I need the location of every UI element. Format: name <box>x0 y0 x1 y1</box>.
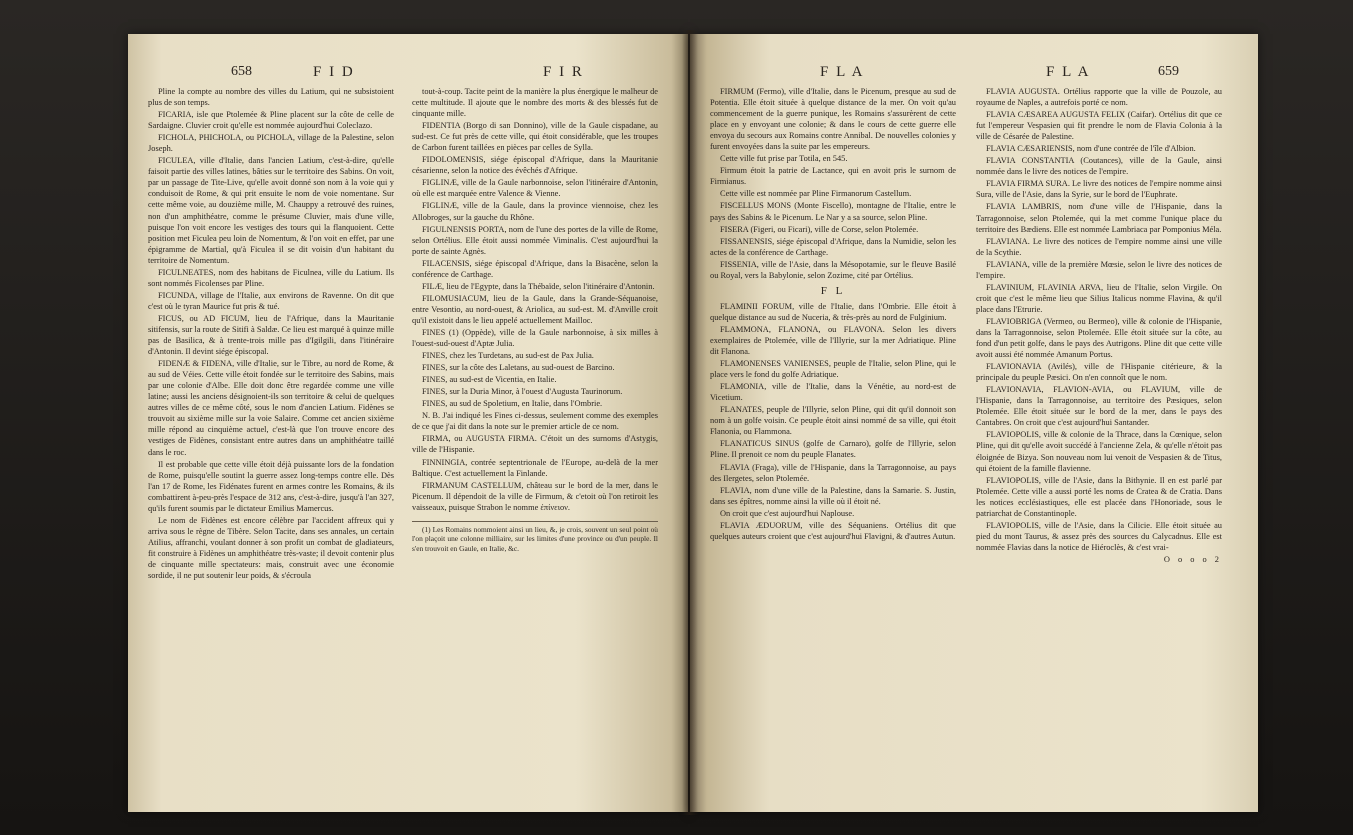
entry-paragraph: FLAVIA CÆSAREA AUGUSTA FELIX (Caifar). Ortélius dit que ce fut l'empereur Vespasien qui fit prendre le nom de Flavia Colonia à la ville de Césarée de Palestine. <box>976 110 1222 142</box>
right-page-column-2 <box>976 86 1222 566</box>
entry-paragraph: FILÆ, lieu de l'Egypte, dans la Thébaïde, selon l'itinéraire d'Antonin. <box>422 281 655 291</box>
entry-paragraph: FLAVIOPOLIS, ville & colonie de la Thrace, dans la Cœnique, selon Pline, qui dit qu'elle avoit succédé à l'ancienne Zela, & qu'elle n'étoit pas éloignée de Bizya. Son nouveau nom lui venoit de Vespasien & de Titus, qui étoient de la famille flavienne. <box>976 430 1222 473</box>
book-gutter <box>682 30 698 815</box>
right-page-header <box>690 64 1258 86</box>
section-heading: F L <box>820 284 846 297</box>
entry-paragraph: FLAMONENSES VANIENSES, peuple de l'Italie, selon Pline, qui le place vers le fond du golfe Adriatique. <box>710 359 956 380</box>
entry-paragraph: FLAVINIUM, FLAVINIA ARVA, lieu de l'Italie, selon Virgile. On croit que c'est le même lieu que Silius Italicus nomme Flavina, & qu'il place dans l'Etrurie. <box>976 282 1222 314</box>
entry-paragraph: FLAVIA (Fraga), ville de l'Hispanie, dans la Tarragonnoise, au pays des Ilergetes, selon Ptolemée. <box>710 462 956 483</box>
entry-paragraph: FISERA (Figeri, ou Ficari), ville de Corse, selon Ptolemée. <box>720 224 919 234</box>
entry-paragraph: FIRMA, ou AUGUSTA FIRMA. C'étoit un des surnoms d'Astygis, ville de l'Hispanie. <box>412 434 658 455</box>
entry-paragraph: On croit que c'est aujourd'hui Naplouse. <box>720 508 855 518</box>
entry-paragraph: FLAVIA ÆDUORUM, ville des Séquaniens. Ortélius dit que quelques auteurs croient que c'est aujourd'hui Flavigni, & d'autres Autun. <box>710 520 956 541</box>
entry-paragraph: FICUNDA, village de l'Italie, aux environs de Ravenne. On dit que c'est où le tyran Maurice fut pris & tué. <box>148 290 394 311</box>
entry-paragraph: FLANATES, peuple de l'Illyrie, selon Pline, qui dit qu'il donnoit son nom à un golfe voisin. Ce peuple étoit ainsi nommé de sa ville, qui étoit Flanonia, ou Flammona. <box>710 405 956 437</box>
entry-paragraph: FICULNEATES, nom des habitans de Ficulnea, ville du Latium. Ils sont nommés Ficolenses par Pline. <box>148 267 394 288</box>
entry-paragraph: FICARIA, isle que Ptolemée & Pline placent sur la côte de celle de Sardaigne. Cluvier croit qu'elle est nommée aujourd'hui Coleclazo. <box>148 110 394 131</box>
left-page-column-2 <box>412 86 658 555</box>
entry-paragraph: tout-à-coup. Tacite peint de la manière la plus énergique le malheur de cette multitude. Il ajoute que le nombre des morts & des blessés fut de cinquante mille. <box>412 87 658 119</box>
right-running-head-2: F L A <box>1046 64 1091 80</box>
entry-paragraph: FISCELLUS MONS (Monte Fiscello), montagne de l'Italie, entre le pays des Sabins & le Picenum. Le Nar y a sa source, selon Pline. <box>710 201 956 222</box>
entry-paragraph: FLAMINII FORUM, ville de l'Italie, dans l'Ombrie. Elle étoit à quelque distance au sud de Nuceria, & très-près au nord de Fulginium. <box>710 301 956 322</box>
entry-paragraph: FLAMONIA, ville de l'Italie, dans la Vénétie, au nord-est de Vicetium. <box>710 382 956 403</box>
entry-paragraph: FICULEA, ville d'Italie, dans l'ancien Latium, c'est-à-dire, qu'elle faisoit partie des villes latines, bâties sur le territoire des Sabins. On voit, par un passage de Tite-Live, qu'elle avoit donné son nom à la voie qui y conduisoit de Rome, & qui prit ensuite le nom de voie nomentane. Sur cette même voie, au douzième mille, M. Chauppy a retrouvé des ruines, non d'un amphithéatre, comme le présume Cluvier, mais d'une ville, puisque l'on voit encore les vestiges des tours qui la flanquoient. Cette position met Ficulea peu loin de Nomentum, & l'on voit en effet, par une épigramme de Martial, qu'à Ficulea il se dit voisin d'un habitant du territoire de Nomentum. <box>148 156 394 265</box>
entry-paragraph: FISSENIA, ville de l'Asie, dans la Mésopotamie, sur le fleuve Basilé ou Royal, vers la Babylonie, selon Zozime, cité par Ortélius. <box>710 259 956 280</box>
entry-paragraph: FLAVIA CÆSARIENSIS, nom d'une contrée de l'île d'Albion. <box>986 144 1196 154</box>
left-page-column-1 <box>148 86 394 582</box>
entry-paragraph: FLAVIOPOLIS, ville de l'Asie, dans la Cilicie. Elle étoit située au pied du mont Taurus, & assez près des sources du Calycadnus. Elle est nommée Flavias dans la notice de Hiéroclès, & c'est vrai- <box>976 520 1222 552</box>
entry-paragraph: FIRMUM (Fermo), ville d'Italie, dans le Picenum, presque au sud de Potentia. Elle étoit située à quelque distance de la mer. On voit qu'au commencement de la guerre punique, les Romains s'assurèrent de cette place en y envoyant une colonie; & dans le cours de cette guerre elle envoya du secours aux Romains contre Annibal. De nouvelles colonies y furent envoyées dans la suite par les empereurs. <box>710 87 956 152</box>
entry-paragraph: FLAVIA CONSTANTIA (Coutances), ville de la Gaule, ainsi nommée dans le livre des notices de l'empire. <box>976 156 1222 177</box>
signature-mark: O o o o 2 <box>1163 554 1222 564</box>
entry-paragraph: Il est probable que cette ville étoit déjà puissante lors de la fondation de Rome, puisqu'elle soutint la guerre assez long-temps contre elle. Dès l'an 17 de Rome, les Fidénates furent en armes contre les Romains, & ils combattirent à-peu-près l'espace de 312 ans, c'est-à-dire, jusqu'à l'an 327, qu'ils furent soumis par le dictateur Emilius Mamercus. <box>148 459 394 513</box>
entry-paragraph: FISSANENSIS, siége épiscopal d'Afrique, dans la Numidie, selon les actes de la conférence de Carthage. <box>710 236 956 257</box>
entry-paragraph: FINES (1) (Oppède), ville de la Gaule narbonnoise, à six milles à l'ouest-sud-ouest d'Aptæ Julia. <box>412 327 658 349</box>
entry-paragraph: FICHOLA, PHICHOLA, ou PICHOLA, village de la Palestine, selon Joseph. <box>148 133 394 154</box>
entry-paragraph: FLAVIANA. Le livre des notices de l'empire nomme ainsi une ville de la Scythie. <box>976 236 1222 257</box>
left-running-head-2: F I R <box>543 64 584 80</box>
entry-paragraph: FIGULNENSIS PORTA, nom de l'une des portes de la ville de Rome, selon Ortélius. Elle étoit aussi nommée Viminalis. C'est aujourd'hui la porte de sainte Agnès. <box>412 224 658 256</box>
entry-paragraph: FLAVIA FIRMA SURA. Le livre des notices de l'empire nomme ainsi Sura, ville de l'Asie, dans la Syrie, sur le bord de l'Euphrate. <box>976 179 1222 200</box>
entry-paragraph: FIDENTIA (Borgo di san Donnino), ville de la Gaule cispadane, au sud-est. Ce fut près de cette ville, qui étoit considérable, que les troupes de Carbon furent taillées en pièces par celles de Sylla. <box>412 121 658 153</box>
right-running-head-1: F L A <box>820 64 865 80</box>
entry-paragraph: FLAMMONA, FLANONA, ou FLAVONA. Selon les divers exemplaires de Ptolemée, ville de l'Illyrie, sur la mer Adriatique. Pline dit Flanona. <box>710 324 956 357</box>
entry-paragraph: FINES, sur la côte des Laletans, au sud-ouest de Barcino. <box>422 363 615 373</box>
entry-paragraph: Cette ville fut prise par Totila, en 545. <box>720 154 848 164</box>
entry-paragraph: FLAVIONAVIA, FLAVION-AVIA, ou FLAVIUM, ville de l'Hispanie, dans la Tarragonnoise, au territoire des Pæsiques, selon Ptolemée. Elle étoit située sur le bord de la mer, dans le pays des Cantabres. On croit que c'est aujourd'hui Santander. <box>976 385 1222 428</box>
left-page-number: 658 <box>231 64 252 79</box>
entry-paragraph: FIGLINÆ, ville de la Gaule, dans la province viennoise, chez les Allobroges, sur la gauche du Rhône. <box>412 201 658 222</box>
right-page-column-1 <box>710 86 956 543</box>
entry-paragraph: FIRMANUM CASTELLUM, château sur le bord de la mer, dans le Picenum. Il dépendoit de la ville de Firmum, & c'etoit où l'on retiroit les vaisseaux, puisque Strabon le nomme έπίνειον. <box>412 480 658 512</box>
entry-paragraph: FLAVIANA, ville de la première Mœsie, selon le livre des notices de l'empire. <box>976 259 1222 280</box>
entry-paragraph: Pline la compte au nombre des villes du Latium, qui ne subsistoient plus de son temps. <box>148 87 394 108</box>
entry-paragraph: Firmum étoit la patrie de Lactance, qui en avoit pris le surnom de Firmianus. <box>710 166 956 187</box>
left-running-head-1: F I D <box>313 64 355 80</box>
entry-paragraph: FINES, au sud-est de Vicentia, en Italie. <box>422 375 557 385</box>
entry-paragraph: FINNINGIA, contrée septentrionale de l'Europe, au-delà de la mer Baltique. C'est actuellement la Finlande. <box>412 457 658 478</box>
entry-paragraph: FINES, chez les Turdetans, au sud-est de Pax Julia. <box>422 351 594 361</box>
entry-paragraph: FLAVIA, nom d'une ville de la Palestine, dans la Samarie. S. Justin, dans ses épîtres, nomme ainsi la ville où il étoit né. <box>710 485 956 506</box>
entry-paragraph: FLAVIA AUGUSTA. Ortélius rapporte que la ville de Pouzole, au royaume de Naples, a autrefois porté ce nom. <box>976 87 1222 108</box>
entry-paragraph: N. B. J'ai indiqué les Fines ci-dessus, seulement comme des exemples de ce que j'ai dit dans la note sur le premier article de ce nom. <box>412 411 658 432</box>
entry-paragraph: FICUS, ou AD FICUM, lieu de l'Afrique, dans la Mauritanie sitifensis, sur la route de Sitifi à Saldæ. Ce lieu est marqué à quinze mille pas de Basilica, & à trente-trois mille pas d'Igilgili, dans l'itinéraire d'Antonin. Il devint siége épiscopal. <box>148 313 394 357</box>
right-page-number: 659 <box>1158 64 1179 79</box>
entry-paragraph: Cette ville est nommée par Pline Firmanorum Castellum. <box>720 189 912 199</box>
entry-paragraph: FLAVIOPOLIS, ville de l'Asie, dans la Bithynie. Il en est parlé par Ptolemée. Cette ville a aussi porté les noms de Cratea & de Cratia. Dans les notices ecclésiastiques, elle est placée dans l'Honoriade, sous le patriarchat de Constantinople. <box>976 475 1222 518</box>
footnote: (1) Les Romains nommoient ainsi un lieu, &, je crois, souvent un seul point où l'on plaçoit une colonne milliaire, sur les limites d'une province ou d'un peuple. Il s'en trouvoit en Gaule, en Italie, &c. <box>412 521 658 554</box>
left-page-header <box>128 64 688 86</box>
entry-paragraph: FLANATICUS SINUS (golfe de Carnaro), golfe de l'Illyrie, selon Pline. Il prenoit ce nom du peuple Flanates. <box>710 439 956 460</box>
entry-paragraph: FIGLINÆ, ville de la Gaule narbonnoise, selon l'itinéraire d'Antonin, où elle est marquée entre Valence & Vienne. <box>412 178 658 199</box>
left-page <box>128 34 688 812</box>
entry-paragraph: Le nom de Fidènes est encore célèbre par l'accident affreux qui y arriva sous le règne de Tibère. Selon Tacite, dans ses annales, un certain Atilius, affranchi, voulant donner à son profit un combat de gladiateurs, fit construire à Fidènes un amphithéatre très-vaste; il devoit contenir plus de cinquante mille spectateurs: mais, construit avec une économie sordide, il ne put soutenir leur poids, & s'écroula <box>148 515 394 581</box>
entry-paragraph: FLAVIONAVIA (Avilés), ville de l'Hispanie citérieure, & la principale du peuple Pæsici. On n'en connoît que le nom. <box>976 362 1222 383</box>
entry-paragraph: FINES, sur la Duria Minor, à l'ouest d'Augusta Taurinorum. <box>422 387 623 397</box>
entry-paragraph: FIDOLOMENSIS, siége épiscopal d'Afrique, dans la Mauritanie césarienne, selon la notice des évêchés d'Afrique. <box>412 155 658 176</box>
entry-paragraph: FLAVIA LAMBRIS, nom d'une ville de l'Hispanie, dans la Tarragonnoise, selon Ptolemée, qui la met comme l'unique place du territoire des Bædiens. Elle est nommée Lambriaca par Pomponius Méla. <box>976 202 1222 234</box>
entry-paragraph: FILOMUSIACUM, lieu de la Gaule, dans la Grande-Séquanoise, entre Vesontio, au nord-ouest, & Ariolica, au sud-est. M. d'Anville croit qu'il existoit dans le lieu appelé actuellement Mailloc. <box>412 293 658 325</box>
entry-paragraph: FINES, au sud de Spoletium, en Italie, dans l'Ombrie. <box>422 399 603 409</box>
right-page <box>690 34 1258 812</box>
entry-paragraph: FLAVIOBRIGA (Vermeo, ou Bermeo), ville & colonie de l'Hispanie, dans la Tarragonnoise, selon Ptolemée. Elle étoit située sur la côte, au fond d'un petit golfe, dans le pays des Autrigons. Pline dit que cette ville avoit aussi été nommée Amanum Portus. <box>976 316 1222 360</box>
entry-paragraph: FIDENÆ & FIDENA, ville d'Italie, sur le Tibre, au nord de Rome, & au sud de Véies. Cette ville étoit fondée sur le territoire des Sabins, mais par une colonie d'Albe. Elle doit donc être regardée comme une ville latine; aussi les anciens désignoient-ils son territoire & celui de quelques autres villes de ce même côté, sous le nom d'ancien Latium. Fidènes se trouvoit au sixième mille sur la voie Salaire. Comme cet ancien sixième mille répond au cinquième actuel, c'est-là que l'on trouve encore des vestiges de Fidènes, consistant entre autres dans un amphithéatre taillé dans le roc. <box>148 359 394 457</box>
entry-paragraph: FILACENSIS, siége épiscopal d'Afrique, dans la Bisacène, selon la conférence de Carthage. <box>412 258 658 279</box>
